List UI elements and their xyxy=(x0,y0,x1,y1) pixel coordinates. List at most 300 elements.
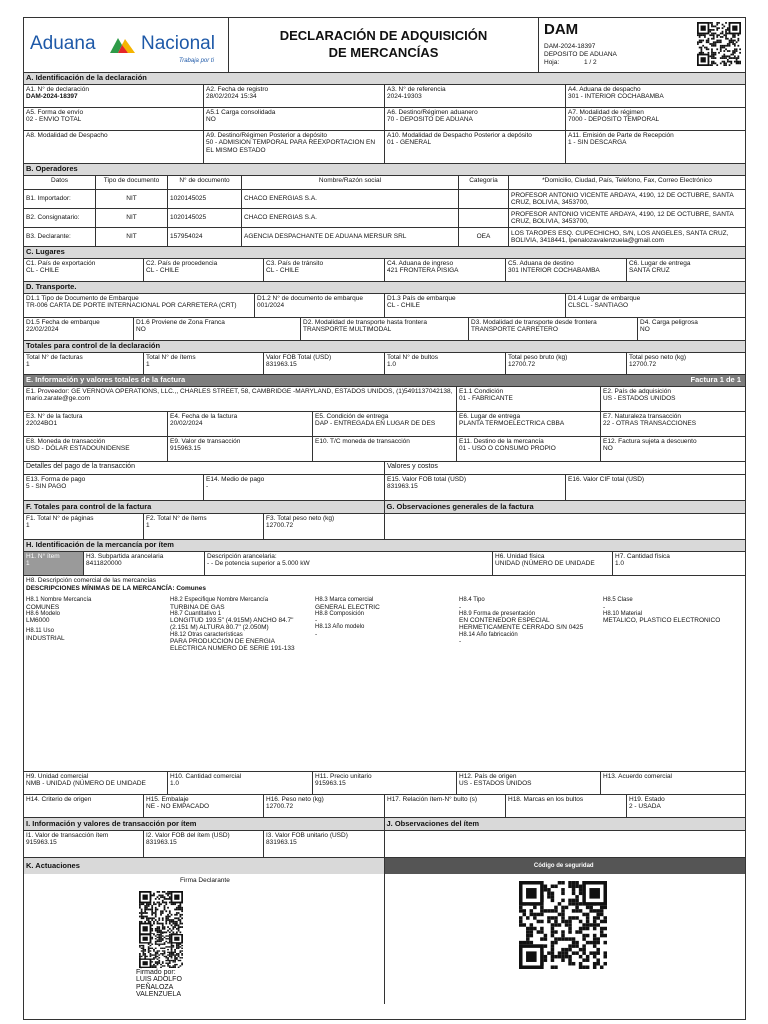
field-h-r1-1-value: 1 xyxy=(26,560,30,568)
section-h-row-2 xyxy=(24,772,745,795)
field-total-1 xyxy=(24,353,144,374)
field-d-r1-1 xyxy=(24,294,255,317)
field-c-4 xyxy=(385,259,506,281)
field-h-r3-2-label: H15. Embalaje xyxy=(146,796,189,803)
section-e-row-4 xyxy=(24,475,745,501)
operator-cell: NIT xyxy=(96,209,168,227)
field-h-r2-1 xyxy=(24,772,168,794)
operator-cell: PROFESOR ANTONIO VICENTE ARDAYA, 4190, 12 DE OCTUBRE, SANTA CRUZ, BOLIVIA, 3453700, xyxy=(511,210,734,225)
field-e-r2-3-label: E5. Condición de entrega xyxy=(315,413,389,420)
field-f-1-label: F1. Total N° de páginas xyxy=(26,515,94,522)
field-total-5-label: Total peso bruto (kg) xyxy=(508,354,568,361)
field-h-r1-5-value: 1.0 xyxy=(615,560,625,568)
operator-cell: B3. Declarante: xyxy=(24,228,96,246)
field-i-2-value: 831963.15 xyxy=(146,839,177,847)
section-h-row-1 xyxy=(24,552,745,576)
section-fg-row xyxy=(24,514,745,540)
field-a-r2-1 xyxy=(24,108,204,130)
field-total-2 xyxy=(144,353,264,374)
field-a-r3-4 xyxy=(566,131,745,163)
field-e-r3-5-value: NO xyxy=(603,445,613,453)
section-a-row-3 xyxy=(24,131,745,164)
title-line-2: DE MERCANCÍAS xyxy=(328,45,439,60)
desc-label: H8.12 Otras características xyxy=(170,631,243,638)
field-a-r2-3-label: A6. Destino/Régimen aduanero xyxy=(387,109,478,116)
field-a-r2-4-value: 7000 - DEPOSITO TEMPORAL xyxy=(568,116,660,124)
field-e-r3-4-value: 01 - USO O CONSUMO PROPIO xyxy=(459,445,556,453)
desc-value: EN CONTENEDOR ESPECIAL HERMETICAMENTE CERRADO S/N 0425 xyxy=(459,617,584,632)
field-f-2 xyxy=(144,514,264,539)
field-h-r2-3-label: H11. Precio unitario xyxy=(315,773,372,780)
field-e-r2-2 xyxy=(168,412,313,436)
field-e-r3-5-label: E12. Factura sujeta a descuento xyxy=(603,438,697,445)
operators-header-1: Datos xyxy=(24,176,96,189)
field-e-r2-4 xyxy=(457,412,601,436)
section-e-label: E. Información y valores totales de la factura xyxy=(26,375,186,385)
logo-word-aduana: Aduana xyxy=(30,33,96,54)
field-e-r2-5-value: 22 - OTRAS TRANSACCIONES xyxy=(603,420,697,428)
desc-label: H8.5 Clase xyxy=(603,596,633,603)
field-total-6 xyxy=(627,353,745,374)
section-d-row-2 xyxy=(24,318,745,341)
field-f-3 xyxy=(264,514,384,539)
field-h-r1-4 xyxy=(493,552,613,575)
section-j-title: J. Observaciones del ítem xyxy=(385,818,746,830)
field-e-r4-4-label: E16. Valor CIF total (USD) xyxy=(568,476,645,483)
field-i-1-label: I1. Valor de transacción ítem xyxy=(26,832,109,839)
security-code-area xyxy=(385,874,746,1004)
field-c-5-label: C5. Aduana de destino xyxy=(508,260,574,267)
section-g-body xyxy=(385,514,746,539)
field-a-r1-3-label: A3. N° de referencia xyxy=(387,86,446,93)
field-a-r3-3-value: 01 - GENERAL xyxy=(387,139,432,147)
field-a-r3-4-value: 1 - SIN DESCARGA xyxy=(568,139,627,147)
field-c-2 xyxy=(144,259,264,281)
totals-title: Totales para control de la declaración xyxy=(24,341,745,353)
description-column xyxy=(601,597,745,652)
field-h-r1-3 xyxy=(205,552,493,575)
desc-value: INDUSTRIAL xyxy=(26,635,65,642)
desc-label: H8.2 Especifique Nombre Mercancía xyxy=(170,596,269,603)
field-e-r2-4-label: E6. Lugar de entrega xyxy=(459,413,521,420)
field-h-r3-3 xyxy=(264,795,385,817)
field-total-4-label: Total N° de bultos xyxy=(387,354,439,361)
field-i-3-value: 831963.15 xyxy=(266,839,297,847)
operator-cell: B2. Consignatario: xyxy=(24,209,96,227)
operator-cell xyxy=(459,190,509,208)
field-d-r2-3 xyxy=(301,318,469,340)
dam-number: DAM-2024-18397 xyxy=(544,43,596,50)
field-h-r1-4-label: H6. Unidad física xyxy=(495,553,545,560)
section-h-row-3 xyxy=(24,795,745,818)
field-a-r2-3-value: 70 - DEPOSITO DE ADUANA xyxy=(387,116,473,124)
desc-label: H8.11 Uso xyxy=(26,628,54,635)
field-h-r1-5-label: H7. Cantidad física xyxy=(615,553,670,560)
field-a-r1-1-value: DAM-2024-18397 xyxy=(26,93,78,101)
field-a-r2-4-label: A7. Modalidad de régimen xyxy=(568,109,644,116)
desc-value: COMUNES xyxy=(26,603,60,611)
section-a-row-2 xyxy=(24,108,745,131)
field-h-r3-3-label: H16. Peso neto (kg) xyxy=(266,796,324,803)
field-e-r2-5 xyxy=(601,412,745,436)
field-f-2-label: F2. Total N° de ítems xyxy=(146,515,207,522)
document-header xyxy=(24,18,745,73)
field-d-r2-2 xyxy=(134,318,301,340)
field-i-3-label: I3. Valor FOB unitario (USD) xyxy=(266,832,348,839)
field-d-r2-5-label: D4. Carga peligrosa xyxy=(640,319,698,326)
field-h-r3-5-label: H18. Marcas en los bultos xyxy=(508,796,584,803)
operator-cell: NIT xyxy=(96,190,168,208)
field-h-r2-4-value: US - ESTADOS UNIDOS xyxy=(459,780,532,788)
section-e-row-2 xyxy=(24,412,745,437)
field-d-r1-2-value: 001/2024 xyxy=(257,302,285,310)
field-f-1-value: 1 xyxy=(26,522,30,530)
field-d-r2-1 xyxy=(24,318,134,340)
description-column xyxy=(168,597,313,652)
field-e-r2-5-label: E7. Naturaleza transacción xyxy=(603,413,682,420)
field-a-r1-4-value: 301 - INTERIOR COCHABAMBA xyxy=(568,93,664,101)
field-e-r2-3-value: DAP - ENTREGADA EN LUGAR DE DES xyxy=(315,420,436,428)
field-a-r2-1-label: A5. Forma de envío xyxy=(26,109,84,116)
field-h-r3-1-label: H14. Criterio de origen xyxy=(26,796,92,803)
field-c-2-value: CL - CHILE xyxy=(146,267,179,275)
desc-label: H8.10 Material xyxy=(603,610,643,617)
field-c-3-label: C3. País de tránsito xyxy=(266,260,324,267)
section-f-row xyxy=(24,514,385,539)
description-grid xyxy=(24,597,745,652)
field-e-r1-3-value: US - ESTADOS UNIDOS xyxy=(603,395,676,403)
section-j-body xyxy=(385,831,746,857)
field-d-r2-3-label: D2. Modalidad de transporte hasta frontera xyxy=(303,319,427,326)
description-column xyxy=(313,597,457,652)
signed-by xyxy=(136,969,182,998)
field-a-r3-3 xyxy=(385,131,566,163)
field-h-r3-6 xyxy=(627,795,745,817)
signature-qr-lower-icon xyxy=(139,934,183,968)
field-h-r3-2-value: NE - NO EMPACADO xyxy=(146,803,210,811)
field-f-3-value: 12700.72 xyxy=(266,522,294,530)
operators-header-4: Nombre/Razón social xyxy=(242,176,459,189)
field-e-r4-3-label: E15. Valor FOB total (USD) xyxy=(387,476,466,483)
field-h-r1-3-label: Descripción arancelaria: xyxy=(207,553,277,560)
field-e-r1-1-label: E1. Proveedor: GE VERNOVA OPERATIONS, LLC.,, CHARLES STREET, 58, CAMBRIDGE -MARYLAND, ESTADOS UNIDOS, (1)5491137042138, mario.zarate@ge.com xyxy=(26,388,453,403)
operator-cell: NIT xyxy=(96,228,168,246)
operator-cell: 1020145025 xyxy=(168,209,242,227)
field-c-2-label: C2. País de procedencia xyxy=(146,260,218,267)
field-a-r3-4-label: A11. Emisión de Parte de Recepción xyxy=(568,132,674,139)
field-a-r3-1-label: A8. Modalidad de Despacho xyxy=(26,132,108,139)
field-total-2-value: 1 xyxy=(146,361,150,369)
aduana-logo xyxy=(24,18,229,72)
operators-header-2: Tipo de documento xyxy=(96,176,168,189)
operators-table xyxy=(24,176,745,247)
field-a-r1-1 xyxy=(24,85,204,107)
field-h-r2-5-label: H13. Acuerdo comercial xyxy=(603,773,673,780)
desc-label: H8.4 Tipo xyxy=(459,596,485,603)
title-line-1: DECLARACIÓN DE ADQUISICIÓN xyxy=(279,28,488,44)
field-c-6 xyxy=(627,259,745,281)
field-total-3-value: 831963.15 xyxy=(266,361,297,369)
section-ij-titles xyxy=(24,818,745,831)
field-a-r2-3 xyxy=(385,108,566,130)
logo-triangle-icon xyxy=(108,32,138,54)
signature-area xyxy=(24,874,385,1004)
field-h-r1-2-label: H3. Subpartida arancelaria xyxy=(86,553,164,560)
field-e-r3-4-label: E11. Destino de la mercancía xyxy=(459,438,544,445)
field-d-r2-1-value: 22/02/2024 xyxy=(26,326,59,334)
section-a-title: A. Identificación de la declaración xyxy=(24,73,745,85)
operator-cell: CHACO ENERGIAS S.A. xyxy=(242,209,459,227)
field-h-r3-4-label: H17. Relación ítem-N° bulto (s) xyxy=(387,796,478,803)
field-c-1-value: CL - CHILE xyxy=(26,267,59,275)
desc-value: - xyxy=(459,638,462,646)
field-e-r4-4 xyxy=(566,475,745,500)
field-c-3 xyxy=(264,259,385,281)
desc-value: - xyxy=(315,631,318,638)
field-i-2-label: I2. Valor FOB del ítem (USD) xyxy=(146,832,230,839)
field-e-r1-2-label: E1.1 Condición xyxy=(459,388,504,395)
section-e-row-3 xyxy=(24,437,745,462)
field-e-r3-3-label: E10. T/C moneda de transacción xyxy=(315,438,410,445)
field-d-r1-3-label: D1.3 País de embarque xyxy=(387,295,456,302)
field-total-6-value: 12700.72 xyxy=(629,361,657,369)
field-h-r1-4-value: UNIDAD (NÚMERO DE UNIDADE xyxy=(495,560,595,568)
field-c-4-value: 421 FRONTERA PISIGA xyxy=(387,267,459,275)
dam-code: DAM xyxy=(544,21,579,38)
field-e-r4-1-value: 5 - SIN PAGO xyxy=(26,483,67,491)
field-c-5 xyxy=(506,259,627,281)
field-e-r3-1 xyxy=(24,437,168,461)
desc-label: H8.1 Nombre Mercancía xyxy=(26,596,92,603)
section-e-row-1 xyxy=(24,387,745,412)
field-a-r3-2-value: 50 - ADMISION TEMPORAL PARA REEXPORTACION EN EL MISMO ESTADO xyxy=(206,139,376,154)
field-h-r2-5 xyxy=(601,772,745,794)
field-h-r2-2-value: 1.0 xyxy=(170,780,180,788)
desc-label: H8.3 Marca comercial xyxy=(315,596,374,603)
desc-value: METALICO, PLASTICO ELECTRONICO xyxy=(603,617,721,625)
field-c-6-label: C6. Lugar de entrega xyxy=(629,260,691,267)
field-e-r3-1-label: E8. Moneda de transacción xyxy=(26,438,106,445)
field-f-1 xyxy=(24,514,144,539)
field-h-r2-2-label: H10. Cantidad comercial xyxy=(170,773,242,780)
section-k-body xyxy=(24,874,745,1004)
operators-header-row xyxy=(24,176,745,190)
operator-cell: 157954024 xyxy=(168,228,242,246)
desc-value: - xyxy=(603,603,606,611)
field-i-1 xyxy=(24,831,144,857)
signer-name-2: PEÑALOZA xyxy=(136,983,174,991)
operator-cell xyxy=(459,209,509,227)
header-qr-icon xyxy=(697,22,741,66)
field-h-r3-1 xyxy=(24,795,144,817)
field-total-3-label: Valor FOB Total (USD) xyxy=(266,354,332,361)
section-i-row xyxy=(24,831,385,857)
field-e-r3-2 xyxy=(168,437,313,461)
field-h-r2-4-label: H12. País de origen xyxy=(459,773,517,780)
section-c-title: C. Lugares xyxy=(24,247,745,259)
field-h-r2-1-value: NMB - UNIDAD (NÚMERO DE UNIDADE xyxy=(26,780,146,788)
operator-cell: AGENCIA DESPACHANTE DE ADUANA MERSUR SRL xyxy=(242,228,459,246)
operator-cell: LOS TAROPES ESQ. CUPECHICHO, S/N, LOS ANGELES, SANTA CRUZ, BOLIVIA, 3418441, lpenalozavalenzuela@gmail.com xyxy=(511,229,729,244)
field-a-r2-2 xyxy=(204,108,385,130)
section-h-title: H. Identificación de la mercancía por ítem xyxy=(24,540,745,552)
field-d-r2-2-value: NO xyxy=(136,326,146,334)
field-h-r3-3-value: 12700.72 xyxy=(266,803,294,811)
field-d-r2-4-value: TRANSPORTE CARRETERO xyxy=(471,326,558,334)
field-c-3-value: CL - CHILE xyxy=(266,267,299,275)
desc-label: H8.14 Año fabricación xyxy=(459,631,518,638)
field-a-r3-3-label: A10. Modalidad de Despacho Posterior a depósito xyxy=(387,132,532,139)
desc-value: TURBINA DE GAS xyxy=(170,603,225,611)
field-a-r2-1-value: 02 - ENVIO TOTAL xyxy=(26,116,82,124)
operators-header-3: N° de documento xyxy=(168,176,242,189)
table-row xyxy=(24,209,745,228)
field-e-r1-2 xyxy=(457,387,601,411)
field-h-r3-5 xyxy=(506,795,627,817)
field-h-r1-3-value: - - De potencia superior a 5.000 kW xyxy=(207,560,310,568)
field-e-r4-3-value: 831963.15 xyxy=(387,483,418,491)
dam-document xyxy=(23,17,746,1020)
field-e-r2-1-label: E3. N° de la factura xyxy=(26,413,83,420)
field-f-2-value: 1 xyxy=(146,522,150,530)
desc-label: H8.9 Forma de presentación xyxy=(459,610,536,617)
signed-by-label: Firmado por: xyxy=(136,969,176,976)
field-total-4 xyxy=(385,353,506,374)
field-d-r1-1-value: TR-006 CARTA DE PORTE INTERNACIONAL POR CARRETERA (CRT) xyxy=(26,302,237,310)
logo-word-nacional: Nacional xyxy=(141,33,215,54)
field-e-r2-1-value: 22024BO1 xyxy=(26,420,58,428)
section-d-title: D. Transporte. xyxy=(24,282,745,294)
invoice-counter: Factura 1 de 1 xyxy=(690,375,741,385)
field-total-6-label: Total peso neto (kg) xyxy=(629,354,687,361)
field-e-r1-2-value: 01 - FABRICANTE xyxy=(459,395,513,403)
field-a-r3-1 xyxy=(24,131,204,163)
description-column xyxy=(24,597,168,652)
field-a-r2-2-value: NO xyxy=(206,116,216,124)
payment-details-label: Detalles del pago de la transacción xyxy=(24,462,385,474)
field-a-r1-2 xyxy=(204,85,385,107)
field-d-r2-4-label: D3. Modalidad de transporte desde frontera xyxy=(471,319,597,326)
merchandise-description xyxy=(24,576,745,772)
field-h-r2-1-label: H9. Unidad comercial xyxy=(26,773,89,780)
field-d-r1-4-label: D1.4 Lugar de embarque xyxy=(568,295,641,302)
field-e-r4-2-value: - xyxy=(206,483,209,491)
field-d-r2-3-value: TRANSPORTE MULTIMODAL xyxy=(303,326,392,334)
field-total-3 xyxy=(264,353,385,374)
field-d-r1-4 xyxy=(566,294,745,317)
field-total-5 xyxy=(506,353,627,374)
field-e-r3-3 xyxy=(313,437,457,461)
desc-value: - xyxy=(459,603,462,611)
section-a-row-1 xyxy=(24,85,745,108)
field-e-r4-2 xyxy=(204,475,385,500)
field-a-r1-2-label: A2. Fecha de registro xyxy=(206,86,269,93)
field-d-r2-4 xyxy=(469,318,638,340)
field-e-r4-1-label: E13. Forma de pago xyxy=(26,476,86,483)
section-k-titles xyxy=(24,858,745,874)
field-i-1-value: 915963.15 xyxy=(26,839,57,847)
field-e-r2-3 xyxy=(313,412,457,436)
field-total-1-value: 1 xyxy=(26,361,30,369)
field-d-r2-5 xyxy=(638,318,745,340)
section-d-row-1 xyxy=(24,294,745,318)
field-d-r1-2-label: D1.2 N° de documento de embarque xyxy=(257,295,363,302)
field-c-1 xyxy=(24,259,144,281)
signature-qr-icon xyxy=(139,891,183,935)
field-a-r2-4 xyxy=(566,108,745,130)
signer-name-3: VALENZUELA xyxy=(136,991,181,999)
field-d-r1-1-label: D1.1 Tipo de Documento de Embarque xyxy=(26,295,139,302)
section-fg-titles xyxy=(24,501,745,514)
field-a-r1-4 xyxy=(566,85,745,107)
field-a-r1-2-value: 28/02/2024 15:34 xyxy=(206,93,257,101)
sheet-number: 1 / 2 xyxy=(584,59,597,66)
field-e-r4-2-label: E14. Medio de pago xyxy=(206,476,265,483)
operators-header-5: Categoría xyxy=(459,176,509,189)
field-c-6-value: SANTA CRUZ xyxy=(629,267,670,275)
document-title xyxy=(229,18,539,72)
field-i-3 xyxy=(264,831,384,857)
field-h-r1-5 xyxy=(613,552,745,575)
field-d-r1-2 xyxy=(255,294,385,317)
desc-label: H8.6 Modelo xyxy=(26,610,61,617)
section-g-title: G. Observaciones generales de la factura xyxy=(385,501,746,513)
field-a-r3-2-label: A9. Destino/Régimen Posterior a depósito xyxy=(206,132,328,139)
desc-value: LM6000 xyxy=(26,617,50,625)
field-total-5-value: 12700.72 xyxy=(508,361,536,369)
section-f-title: F. Totales para control de la factura xyxy=(24,501,385,513)
totals-row xyxy=(24,353,745,375)
field-e-r2-4-value: PLANTA TERMOELECTRICA CBBA xyxy=(459,420,565,428)
table-row xyxy=(24,190,745,209)
desc-value: GENERAL ELECTRIC xyxy=(315,603,380,611)
operators-header-6: *Domicilio, Ciudad, País, Teléfono, Fax, Correo Electrónico xyxy=(509,176,745,189)
field-d-r1-3 xyxy=(385,294,566,317)
desc-label: H8.13 Año modelo xyxy=(315,624,365,631)
field-e-r2-2-label: E4. Fecha de la factura xyxy=(170,413,238,420)
field-e-r1-3 xyxy=(601,387,745,411)
field-h-r2-3-value: 915963.15 xyxy=(315,780,346,788)
field-c-1-label: C1. País de exportación xyxy=(26,260,96,267)
field-d-r1-3-value: CL - CHILE xyxy=(387,302,420,310)
h8-label: H8. Descripción comercial de las mercancías xyxy=(26,577,157,584)
field-h-r3-2 xyxy=(144,795,264,817)
security-code-label: Código de seguridad xyxy=(385,858,746,874)
table-row xyxy=(24,228,745,247)
field-h-r2-2 xyxy=(168,772,313,794)
field-e-r3-2-label: E9. Valor de transacción xyxy=(170,438,241,445)
field-h-r1-1-label: H1. N° ítem xyxy=(26,553,60,560)
field-h-r3-6-value: 2 - USADA xyxy=(629,803,661,811)
desc-value: - xyxy=(315,617,318,625)
sheet-label: Hoja: xyxy=(544,59,560,66)
h8-sublabel: DESCRIPCIONES MÍNIMAS DE LA MERCANCÍA: Comunes xyxy=(26,585,206,593)
dam-deposit: DEPOSITO DE ADUANA xyxy=(544,51,617,58)
dam-box xyxy=(539,18,745,72)
field-e-r1-3-label: E2. País de adquisición xyxy=(603,388,671,395)
section-ij-row xyxy=(24,831,745,858)
field-h-r1-2-value: 8411820000 xyxy=(86,560,122,568)
section-b-title: B. Operadores xyxy=(24,164,745,176)
field-d-r2-2-label: D1.6 Proviene de Zona Franca xyxy=(136,319,225,326)
field-e-r4-1 xyxy=(24,475,204,500)
field-c-4-label: C4. Aduana de ingreso xyxy=(387,260,454,267)
field-a-r1-4-label: A4. Aduana de despacho xyxy=(568,86,641,93)
field-e-r1-1 xyxy=(24,387,457,411)
desc-label: H8.8 Composición xyxy=(315,610,365,617)
security-qr-icon xyxy=(519,881,607,969)
section-e-subheaders xyxy=(24,462,745,475)
